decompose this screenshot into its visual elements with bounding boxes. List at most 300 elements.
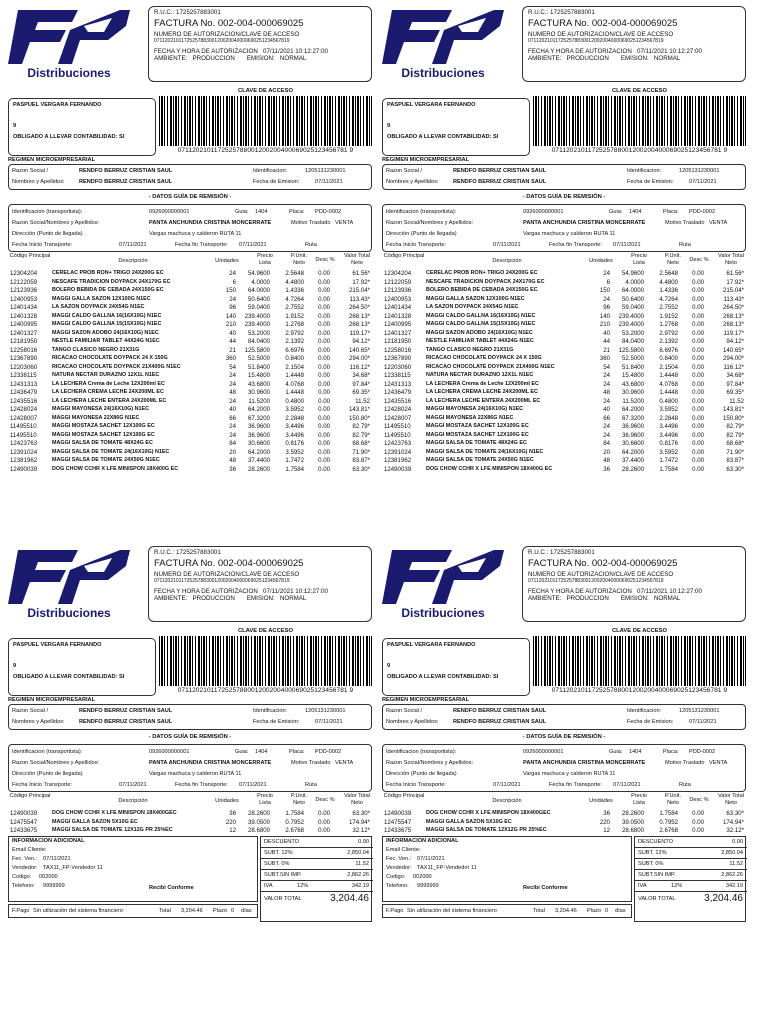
col-code: Código Principal (9, 793, 51, 799)
remision-box (382, 204, 746, 252)
col-price: Precio Lista (631, 793, 647, 806)
cell-tot: 264.50* (722, 304, 744, 311)
seller-mark: 9 (387, 122, 391, 129)
items-table-header (382, 793, 746, 809)
table-row (382, 304, 746, 313)
auth-date-value: 07/11/2021 10:12:27:00 (637, 47, 702, 55)
cell-dsc: 0.00 (692, 372, 704, 379)
cell-code: 12433675 (10, 827, 38, 834)
cell-qty: 24 (603, 372, 610, 379)
client-name: RENDFO BERRUZ CRISTIAN SAUL (79, 168, 173, 174)
total-label: Total (533, 908, 545, 914)
cell-code: 12400953 (10, 295, 38, 303)
cell-code: 11495510 (384, 431, 411, 439)
emision-date-value: 07/11/2021 (315, 179, 343, 185)
cell-desc: DOG CHOW CCHR X LFE MINISPON 18X400GEC (426, 810, 551, 816)
obligado-label: OBLIGADO A LLEVAR CONTABILIDAD: (13, 133, 118, 140)
razon-transp-value: PANTA ANCHUNDIA CRISTINA MONCERRATE (149, 760, 272, 766)
col-qty: Unidades (215, 798, 239, 804)
col-tot: Valor Total Neto (344, 793, 370, 806)
cell-dsc: 0.00 (318, 414, 330, 422)
razon-transp-value: PANTA ANCHUNDIA CRISTINA MONCERRATE (523, 220, 646, 226)
cell-qty: 21 (229, 346, 236, 354)
items-table-header (382, 253, 746, 269)
cell-price: 51.8400 (621, 363, 644, 371)
cell-unit: 2.7552 (285, 304, 304, 311)
items-table-header (8, 793, 372, 809)
cell-qty: 12 (603, 827, 610, 834)
cell-code: 12401327 (10, 329, 38, 337)
ruta-label: Ruta (679, 782, 691, 788)
cell-qty: 36 (603, 465, 610, 473)
motivo-label: Motivo Traslado (665, 220, 705, 226)
col-code: Código Principal (9, 253, 51, 259)
guia-value: 1404 (629, 209, 642, 215)
info-label: INFORMACION ADICIONAL (386, 838, 459, 844)
descuento-value: 0.00 (358, 839, 369, 845)
table-row (8, 389, 372, 398)
barcode-number: 0711202101172525788001200200400069025123456781 9 (177, 687, 354, 694)
invoice-panel (378, 0, 748, 500)
cell-price: 28.2600 (621, 465, 644, 473)
transportista-label: Identificacion (transportista): (12, 749, 83, 755)
cell-qty: 40 (603, 329, 610, 337)
ruta-label: Ruta (305, 782, 317, 788)
transportista-label: Identificacion (transportista): (12, 209, 83, 215)
obligado-label: OBLIGADO A LLEVAR CONTABILIDAD: (387, 673, 492, 680)
cell-code: 12381962 (384, 457, 412, 464)
cell-tot: 268.13* (722, 312, 744, 320)
barcode (159, 636, 372, 686)
cell-price: 11.5200 (622, 397, 644, 405)
cell-code: 12401434 (384, 304, 412, 311)
cell-desc: NESTLE FAMILIAR TABLET 44X24G N1EC (426, 338, 534, 344)
plazo-value: 0 (605, 908, 609, 914)
cell-qty: 54 (229, 363, 236, 371)
invoice-number: FACTURA No. 002-004-000069025 (528, 17, 678, 29)
vendedor-value: TAX11_FP-Vendedor 11 (417, 865, 477, 871)
cell-unit: 2.6768 (285, 827, 304, 834)
table-row (382, 449, 746, 458)
cell-desc: MAGGI GALLA SAZON 12X100G N1EC (52, 295, 151, 302)
cell-price: 39.0500 (247, 818, 270, 826)
clave-label: CLAVE DE ACCESO (611, 88, 668, 94)
col-dsc: Desc % (315, 257, 335, 263)
nombres-label: Nombres y Apellidos: (386, 719, 439, 725)
table-row (382, 330, 746, 339)
razon-label: Razon Social / (386, 708, 423, 714)
col-price: Precio Lista (257, 253, 273, 266)
table-row (382, 321, 746, 330)
table-row (8, 330, 372, 339)
table-row (382, 406, 746, 415)
cell-code: 12203060 (384, 363, 412, 371)
cell-desc: LA SAZON DOYPACK 24X54G N1EC (426, 304, 519, 310)
cell-tot: 174.94* (722, 818, 744, 826)
cell-price: 52.5000 (621, 355, 644, 362)
cell-dsc: 0.00 (692, 818, 704, 826)
clave-label: CLAVE DE ACCESO (237, 628, 294, 634)
motivo-value: VENTA (335, 760, 354, 766)
seller-box (8, 638, 156, 696)
cell-price: 30.9600 (247, 389, 270, 396)
fin-value: 07/11/2021 (613, 242, 641, 248)
inicio-value: 07/11/2021 (493, 782, 521, 788)
cell-qty: 140 (225, 312, 236, 320)
client-name-2: RENDFO BERRUZ CRISTIAN SAUL (79, 179, 173, 185)
cell-desc: MAGGI CALDO GALLNA 15(15X10G) N1EC (52, 321, 162, 327)
inicio-label: Fecha Inicio Transporte: (386, 242, 447, 248)
client-box (382, 704, 746, 730)
table-row (8, 415, 372, 424)
motivo-value: VENTA (335, 220, 354, 226)
fec-ven-label: Fec. Ven.: (386, 856, 412, 862)
cell-qty: 66 (603, 414, 610, 422)
cell-qty: 48 (603, 457, 610, 464)
invoice-header-box (148, 546, 372, 622)
col-desc: Descripción (492, 798, 522, 804)
cell-unit: 0.4800 (285, 397, 304, 405)
inicio-value: 07/11/2021 (493, 242, 521, 248)
ruc-label: R.U.C.: (154, 9, 175, 16)
remision-label: - DATOS GUÍA DE REMISIÓN - (148, 734, 232, 740)
cell-tot: 69.35* (352, 389, 370, 396)
cell-code: 12400995 (10, 321, 38, 328)
direccion-value: Vargas machuca y calderon RUTA 11 (149, 231, 242, 237)
cell-unit: 2.5648 (285, 270, 304, 277)
fpago-value: Sin utilización del sistema financiero (407, 908, 497, 914)
col-price: Precio Lista (257, 793, 273, 806)
ident-value: 1205131230001 (679, 168, 720, 174)
cell-price: 36.9600 (247, 431, 270, 439)
cell-dsc: 0.00 (318, 465, 330, 473)
cell-code: 11495510 (10, 423, 37, 430)
cell-price: 36.9600 (247, 423, 270, 430)
cell-dsc: 0.00 (692, 363, 704, 371)
cell-code: 12475547 (10, 818, 38, 826)
cell-qty: 40 (229, 329, 236, 337)
cell-unit: 0.7952 (285, 818, 304, 826)
payment-box (382, 904, 632, 918)
cell-code: 12338115 (384, 372, 411, 379)
cell-dsc: 0.00 (692, 457, 704, 464)
cell-price: 43.6800 (621, 380, 644, 388)
cell-code: 12490039 (384, 810, 412, 817)
cell-qty: 24 (229, 380, 236, 388)
cell-unit: 0.8176 (659, 440, 678, 447)
cell-tot: 34.68* (352, 372, 370, 379)
cell-dsc: 0.00 (692, 406, 704, 413)
cell-qty: 24 (603, 295, 610, 303)
ambiente-value: PRODUCCION (192, 595, 235, 603)
cell-qty: 40 (229, 406, 236, 413)
ruc-value: 1725257883001 (176, 9, 221, 16)
regimen-label: REGIMEN MICROEMPRESARIAL (8, 697, 96, 703)
cell-price: 51.8400 (247, 363, 270, 371)
valor-total-value: 3,204.46 (330, 893, 369, 904)
cell-tot: 215.04* (348, 287, 370, 294)
emision-date-value: 07/11/2021 (689, 719, 717, 725)
cell-tot: 32.12* (352, 827, 370, 834)
cell-price: 4.0000 (625, 278, 644, 286)
cell-code: 12367890 (10, 355, 38, 362)
cell-dsc: 0.00 (692, 346, 704, 354)
descuento-label: DESCUENTO (638, 839, 674, 845)
invoice-number: FACTURA No. 002-004-000069025 (528, 557, 678, 569)
cell-code: 12401328 (384, 312, 412, 320)
cell-tot: 268.13* (348, 321, 370, 328)
telefono-value: 9999999 (43, 883, 65, 889)
cell-desc: MAGGI SALSA DE TOMATE 12X12G PR 25%EC (52, 827, 173, 833)
cell-code: 12428007 (10, 414, 38, 422)
cell-price: 28.6800 (247, 827, 270, 834)
cell-dsc: 0.00 (692, 355, 704, 362)
subtsin-label: SUBT.SIN IMP. (638, 872, 676, 878)
direccion-label: Dirección (Punto de llegada) (386, 231, 457, 237)
cell-unit: 1.4336 (659, 287, 678, 294)
cell-desc: DOG CHOW CCHR X LFE MINISPON 18X400G EC (426, 465, 553, 472)
cell-code: 12304204 (10, 270, 38, 277)
cell-unit: 4.0768 (285, 380, 304, 388)
cell-price: 64.2000 (621, 448, 644, 456)
company-logo (382, 546, 504, 626)
client-box (8, 164, 372, 190)
cell-desc: MAGGI SALSA DE TOMATE 12X12G PR 25%EC (426, 827, 547, 833)
cell-unit: 1.2768 (285, 321, 304, 328)
cell-price: 84.0400 (247, 338, 270, 345)
table-row (8, 304, 372, 313)
ident-label: Identificacion: (627, 708, 662, 714)
col-desc: Descripción (492, 258, 522, 264)
cell-unit: 6.6976 (659, 346, 678, 354)
cell-qty: 150 (225, 287, 236, 294)
cell-tot: 63.30* (352, 465, 370, 473)
cell-dsc: 0.00 (692, 270, 704, 277)
cell-dsc: 0.00 (318, 423, 330, 430)
cell-qty: 6 (232, 278, 236, 286)
auth-number: 0711202101172525788300120020040000690251234567819 (154, 38, 290, 45)
table-row (382, 432, 746, 441)
cell-code: 12181950 (384, 338, 412, 345)
cell-price: 54.9600 (621, 270, 644, 277)
table-row (8, 279, 372, 288)
cell-dsc: 0.00 (318, 312, 330, 320)
cell-code: 12431313 (384, 380, 412, 388)
cell-price: 53.2000 (621, 329, 644, 337)
ambiente-label: AMBIENTE: (154, 595, 188, 603)
auth-number: 0711202101172525788300120020040000690251234567819 (528, 578, 664, 585)
transportista-label: Identificacion (transportista): (386, 749, 457, 755)
cell-dsc: 0.00 (318, 440, 330, 447)
table-row (8, 372, 372, 381)
cell-code: 12181950 (10, 338, 38, 345)
cell-desc: CERELAC PROB RON+ TRIGO 24X200G EC (426, 270, 538, 276)
emision-value: NORMAL (653, 595, 681, 603)
cell-price: 15.4800 (247, 372, 270, 379)
subt12-value: 2,850.04 (721, 850, 743, 856)
cell-qty: 84 (229, 440, 236, 447)
table-row (8, 347, 372, 356)
cell-code: 12381962 (10, 457, 38, 464)
placa-label: Placa: (289, 749, 305, 755)
cell-price: 28.2600 (621, 810, 644, 817)
table-row (382, 364, 746, 373)
cell-qty: 48 (229, 457, 236, 464)
cell-unit: 1.4448 (285, 372, 304, 379)
ruta-label: Ruta (679, 242, 691, 248)
items-table (8, 810, 372, 836)
cell-tot: 215.04* (722, 287, 744, 294)
cell-unit: 0.8176 (285, 440, 304, 447)
fin-label: Fecha fin Transporte: (175, 782, 228, 788)
cell-tot: 264.50* (348, 304, 370, 311)
cell-unit: 3.5952 (285, 406, 304, 413)
cell-price: 67.3200 (621, 414, 644, 422)
cell-tot: 82.79* (726, 431, 744, 439)
cell-tot: 61.56* (352, 270, 370, 277)
table-row (382, 423, 746, 432)
guia-label: Guia: (235, 749, 249, 755)
auth-label: NUMERO DE AUTORIZACION/CLAVE DE ACCESO (528, 570, 674, 578)
fin-label: Fecha fin Transporte: (549, 242, 602, 248)
cell-qty: 96 (603, 304, 610, 311)
cell-unit: 0.7952 (659, 818, 678, 826)
cell-unit: 1.4336 (285, 287, 304, 294)
cell-desc: LA LECHERA LECHE ENTERA 24X200ML EC (52, 397, 167, 404)
cell-qty: 48 (229, 389, 236, 396)
fpago-label: F.Pago (12, 908, 30, 914)
table-row (8, 819, 372, 828)
table-row (382, 398, 746, 407)
obligado-label: OBLIGADO A LLEVAR CONTABILIDAD: (387, 133, 492, 140)
table-row (382, 296, 746, 305)
inicio-label: Fecha Inicio Transporte: (12, 242, 73, 248)
cell-tot: 143.81* (348, 406, 370, 413)
fp-logo-icon (8, 546, 130, 608)
cell-desc: MAGGI MOSTAZA SACHET 12X100G EC (426, 431, 529, 438)
seller-name: PASPUEL VERGARA FERNANDO (387, 642, 476, 648)
cell-unit: 2.5648 (659, 270, 678, 277)
inicio-label: Fecha Inicio Transporte: (386, 782, 447, 788)
brand-name: Distribuciones (401, 66, 485, 80)
cell-price: 30.9600 (621, 389, 644, 396)
ambiente-value: PRODUCCION (566, 595, 609, 603)
subtsin-value: 2,862.26 (721, 872, 743, 878)
cell-dsc: 0.00 (318, 406, 330, 413)
obligado-label: OBLIGADO A LLEVAR CONTABILIDAD: (13, 673, 118, 680)
razon-label: Razon Social / (386, 168, 423, 174)
cell-unit: 1.7584 (659, 810, 678, 817)
invoice-panel (4, 540, 374, 1024)
cell-dsc: 0.00 (318, 431, 330, 439)
cell-dsc: 0.00 (692, 414, 704, 422)
cell-tot: 294.00* (348, 355, 370, 362)
cell-tot: 83.87* (726, 457, 744, 464)
ident-label: Identificacion: (627, 168, 662, 174)
cell-code: 12490039 (384, 465, 412, 473)
razon-transp-label: Razon Social/Nombres y Apellidos: (12, 220, 100, 226)
descuento-value: 0.00 (732, 839, 743, 845)
cell-unit: 3.5952 (659, 448, 678, 456)
table-row (8, 355, 372, 364)
cell-qty: 48 (603, 389, 610, 396)
cell-price: 59.0400 (621, 304, 644, 311)
cell-dsc: 0.00 (692, 278, 704, 286)
fpago-label: F.Pago (386, 908, 404, 914)
info-label: INFORMACION ADICIONAL (12, 838, 85, 844)
col-code: Código Principal (383, 793, 425, 799)
cell-code: 12435516 (10, 397, 38, 405)
cell-unit: 2.1392 (659, 338, 678, 345)
placa-label: Placa: (663, 749, 679, 755)
table-row (382, 457, 746, 466)
client-name-2: RENDFO BERRUZ CRISTIAN SAUL (453, 719, 547, 725)
cell-desc: MAGGI SAZON ADOBO 24(16X10G) N1EC (426, 329, 533, 336)
cell-qty: 24 (603, 423, 610, 430)
subt0-label: SUBT. 0% (264, 861, 290, 867)
cell-tot: 140.65* (348, 346, 370, 354)
placa-value: PDD-0002 (689, 209, 716, 215)
fin-value: 07/11/2021 (239, 782, 267, 788)
cell-qty: 40 (603, 406, 610, 413)
cell-desc: MAGGI MOSTAZA SACHET 12X100G EC (52, 423, 155, 429)
fec-ven-value: 07/11/2021 (43, 856, 71, 862)
cell-code: 12436479 (384, 389, 412, 396)
cell-price: 28.6800 (621, 827, 644, 834)
cell-unit: 3.4496 (659, 423, 678, 430)
cell-price: 239.4000 (244, 321, 270, 328)
cell-qty: 24 (229, 270, 236, 277)
table-row (382, 819, 746, 828)
dias-label: días (615, 908, 626, 914)
email-label: Email Cliente: (386, 847, 421, 853)
table-row (8, 440, 372, 449)
cell-qty: 24 (603, 380, 610, 388)
cell-qty: 66 (229, 414, 236, 422)
cell-code: 12123936 (384, 287, 412, 294)
total-value: 3,204.46 (181, 908, 203, 914)
obligado-value: SI (492, 133, 499, 140)
cell-desc: LA LECHERA Crema de Leche 12X200ml EC (52, 380, 165, 387)
cell-tot: 268.13* (348, 312, 370, 320)
cell-unit: 4.0768 (659, 380, 678, 388)
company-logo (8, 546, 130, 626)
ident-value: 1205131230001 (305, 168, 346, 174)
seller-box (8, 98, 156, 156)
barcode-number: 0711202101172525788001200200400069025123456781 9 (551, 147, 728, 154)
cell-desc: RICACAO CHOCOLATE DOYPACK 24 X 150G (426, 355, 542, 361)
cell-dsc: 0.00 (692, 287, 704, 294)
cell-desc: LA LECHERA CREMA LECHE 24X200ML EC (52, 389, 164, 395)
codigo-label: Codigo: (12, 874, 32, 880)
cell-desc: NESCAFE TRADICION DOYPACK 24X170G EC (52, 278, 171, 285)
cell-price: 125.5800 (244, 346, 270, 354)
obligado-value: SI (118, 133, 125, 140)
telefono-value: 9999999 (417, 883, 439, 889)
inicio-label: Fecha Inicio Transporte: (12, 782, 73, 788)
cell-unit: 2.2848 (659, 414, 678, 422)
cell-tot: 140.65* (722, 346, 744, 354)
valor-total-label: VALOR TOTAL (264, 896, 302, 902)
cell-unit: 6.6976 (285, 346, 304, 354)
cell-code: 12428024 (10, 406, 38, 413)
cell-desc: MAGGI SALSA DE TOMATE 24(16X10G) N1EC (52, 448, 170, 455)
cell-dsc: 0.00 (318, 827, 330, 834)
table-row (382, 355, 746, 364)
cell-unit: 3.4496 (285, 423, 304, 430)
cell-desc: MAGGI SAZON ADOBO 24(16X10G) N1EC (52, 329, 159, 336)
cell-unit: 2.9792 (659, 329, 678, 337)
